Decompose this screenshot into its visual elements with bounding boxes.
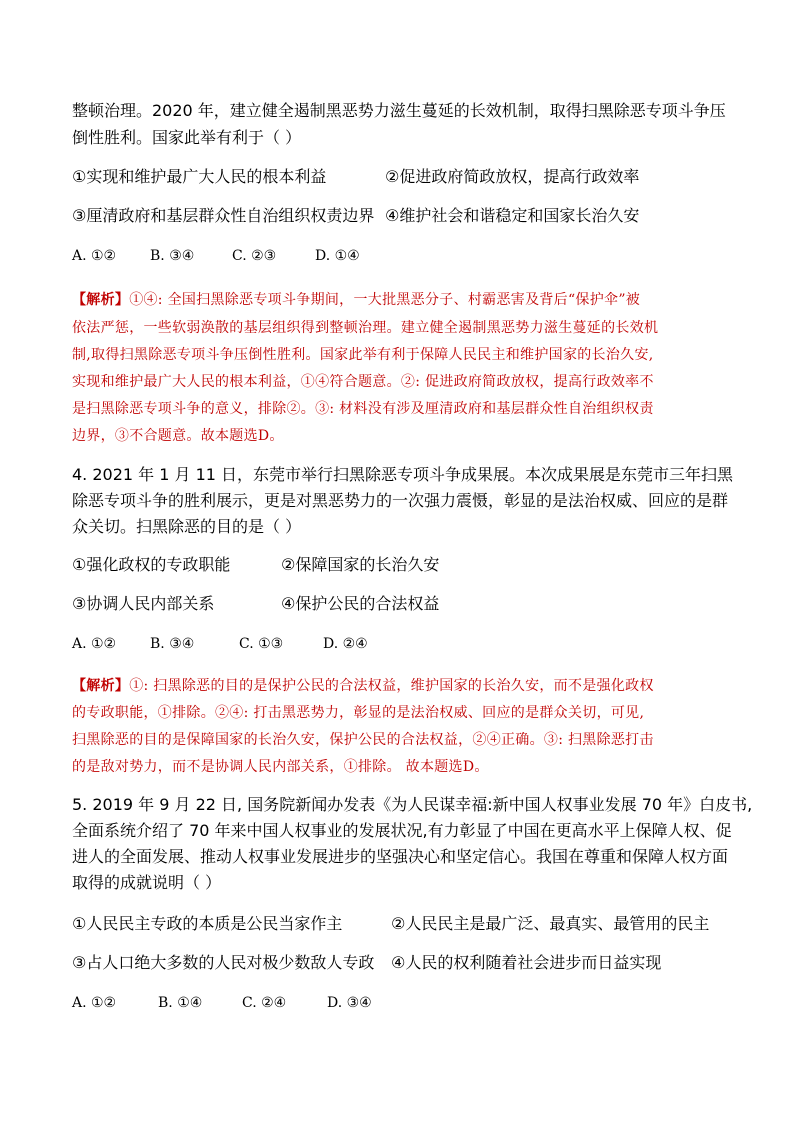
- q4-choice-b: B. ③④: [150, 636, 195, 652]
- q4-analysis-tag: 【解析】: [72, 678, 130, 694]
- q3-option-2: ②促进政府简政放权，提高行政效率: [385, 167, 640, 186]
- q4-option-4: ④保护公民的合法权益: [281, 594, 440, 613]
- q3-choice-c: C. ②③: [232, 248, 277, 264]
- q3-analysis-tag: 【解析】: [72, 292, 130, 308]
- q4-choice-c: C. ①③: [239, 636, 284, 652]
- q5-stem-line-4: 取得的成就说明（ ）: [72, 873, 222, 892]
- q5-choice-d: D. ③④: [327, 995, 372, 1011]
- q3-analysis-line-2: 依法严惩，一些软弱涣散的基层组织得到整顿治理。建立健全遏制黑恶势力滋生蔓延的长效机: [72, 320, 659, 336]
- q3-analysis-line-5: 是扫黑除恶专项斗争的意义，排除②。③: 材料没有涉及厘清政府和基层群众性自治组织权责: [72, 401, 654, 417]
- q3-analysis-text-1: ①④: 全国扫黑除恶专项斗争期间，一大批黑恶分子、村霸恶害及背后“保护伞”被: [129, 292, 641, 308]
- q4-analysis-line-1: [72, 676, 654, 696]
- q3-stem-line-2: 倒性胜利。国家此举有利于（ ）: [72, 128, 302, 147]
- q5-stem-line-3: 进人的全面发展、推动人权事业发展进步的坚强决心和坚定信心。我国在尊重和保障人权方面: [72, 847, 729, 866]
- q5-choice-a: A. ①②: [72, 995, 117, 1011]
- q3-choice-b: B. ③④: [150, 248, 195, 264]
- q4-stem-line-3: 众关切。扫黑除恶的目的是（ ）: [72, 517, 302, 536]
- q3-analysis-line-4: 实现和维护最广大人民的根本利益，①④符合题意。②: 促进政府简政放权，提高行政效率不: [72, 374, 654, 390]
- q5-answer-choices: [72, 993, 372, 1013]
- q3-stem-line-1: 整顿治理。2020 年，建立健全遏制黑恶势力滋生蔓延的长效机制，取得扫黑除恶专项斗争压: [72, 101, 726, 120]
- q3-option-3: ③厘清政府和基层群众性自治组织权责边界: [72, 206, 375, 225]
- q3-choice-a: A. ①②: [72, 248, 117, 264]
- q3-analysis-line-3: 制,取得扫黑除恶专项斗争压倒性胜利。国家此举有利于保障人民民主和维护国家的长治久安,: [72, 347, 654, 363]
- q5-choice-c: C. ②④: [242, 995, 287, 1011]
- q5-option-1: ①人民民主专政的本质是公民当家作主: [72, 914, 343, 933]
- q4-choice-d: D. ②④: [323, 636, 368, 652]
- q5-option-2: ②人民民主是最广泛、最真实、最管用的民主: [391, 914, 710, 933]
- q4-option-3: ③协调人民内部关系: [72, 594, 215, 613]
- q5-option-4: ④人民的权利随着社会进步而日益实现: [391, 953, 662, 972]
- q4-option-1: ①强化政权的专政职能: [72, 555, 231, 574]
- q4-stem-line-1: 4. 2021 年 1 月 11 日，东莞市举行扫黑除恶专项斗争成果展。本次成果展是东莞市三年扫黑: [72, 465, 734, 484]
- q3-option-1: ①实现和维护最广大人民的根本利益: [72, 167, 327, 186]
- q3-option-4: ④维护社会和谐稳定和国家长治久安: [385, 206, 640, 225]
- q3-answer-choices: [72, 246, 360, 266]
- q4-answer-choices: [72, 634, 368, 654]
- q4-analysis-line-2: 的专政职能，①排除。②④: 打击黑恶势力，彰显的是法治权威、回应的是群众关切，可见,: [72, 705, 645, 721]
- q4-choice-a: A. ①②: [72, 636, 117, 652]
- q5-stem-line-1: 5. 2019 年 9 月 22 日, 国务院新闻办发表《为人民谋幸福:新中国人权事业发展 70 年》白皮书,: [72, 795, 753, 814]
- q3-choice-d: D. ①④: [315, 248, 360, 264]
- q4-analysis-text-1: ①: 扫黑除恶的目的是保护公民的合法权益，维护国家的长治久安，而不是强化政权: [129, 678, 654, 694]
- q4-option-2: ②保障国家的长治久安: [281, 555, 440, 574]
- q4-analysis-line-3: 扫黑除恶的目的是保障国家的长治久安，保护公民的合法权益，②④正确。③: 扫黑除恶打击: [72, 732, 654, 748]
- q4-analysis-line-4: 的是敌对势力，而不是协调人民内部关系，①排除。 故本题选D。: [72, 759, 489, 775]
- q5-option-3: ③占人口绝大多数的人民对极少数敌人专政: [72, 953, 375, 972]
- q5-choice-b: B. ①④: [158, 995, 203, 1011]
- q3-analysis-line-6: 边界，③不合题意。故本题选D。: [72, 428, 284, 444]
- q3-analysis-line-1: [72, 290, 640, 310]
- q5-stem-line-2: 全面系统介绍了 70 年来中国人权事业的发展状况,有力彰显了中国在更高水平上保障人权、促: [72, 821, 732, 840]
- q4-stem-line-2: 除恶专项斗争的胜利展示，更是对黑恶势力的一次强力震慑，彰显的是法治权威、回应的是群: [72, 491, 729, 510]
